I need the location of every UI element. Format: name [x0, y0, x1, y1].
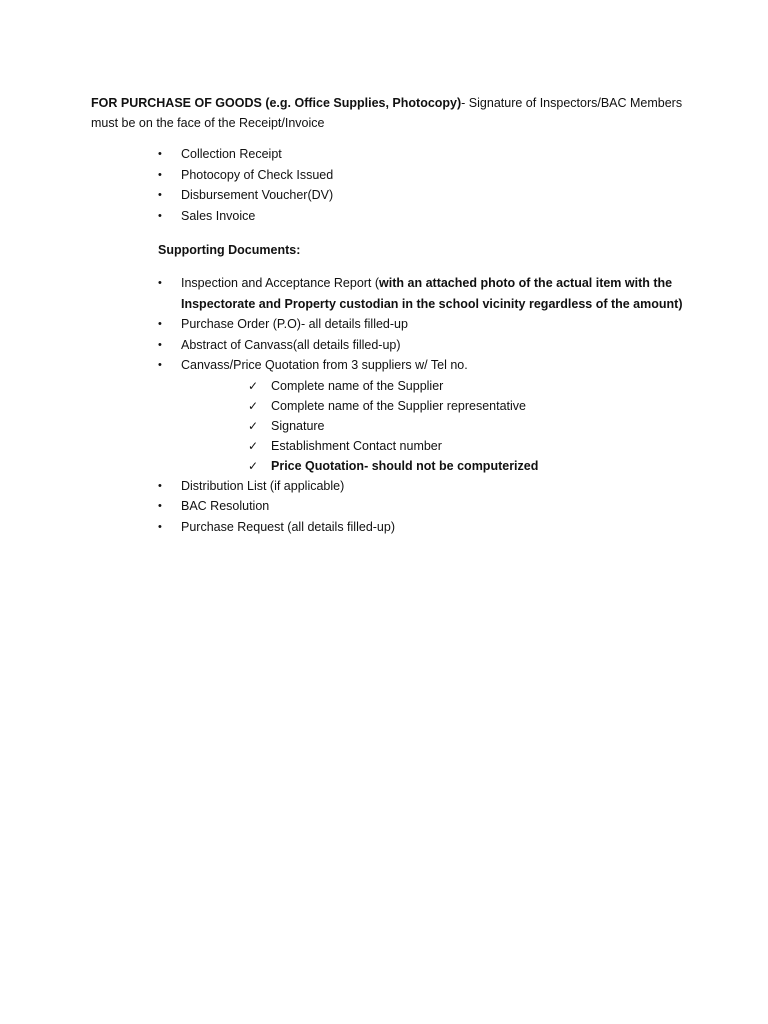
list-item	[0, 185, 333, 206]
check-item	[0, 456, 691, 476]
list-item-label: Purchase Order (P.O)- all details filled-up	[181, 317, 408, 331]
list-item-label: Disbursement Voucher(DV)	[181, 188, 334, 202]
check-item-label: Signature	[271, 418, 325, 433]
checkmark-icon: ✓	[248, 418, 259, 433]
list-item-label: Purchase Request (all details filled-up)	[181, 519, 395, 534]
list-item	[0, 496, 691, 517]
list-item-label: Photocopy of Check Issued	[181, 167, 334, 182]
check-item-label: Price Quotation- should not be computerized	[271, 458, 539, 473]
bullet-icon: •	[158, 479, 162, 492]
list-item-label: Collection Receipt	[181, 147, 282, 161]
supporting-documents-list	[0, 273, 691, 537]
bullet-icon: •	[158, 520, 162, 533]
list-item	[0, 335, 691, 356]
intro-bold-heading: FOR PURCHASE OF GOODS (e.g. Office Supplies, Photocopy)	[91, 96, 462, 110]
bullet-icon: •	[158, 189, 162, 201]
intro-text: - Signature of Inspectors/BAC Members must be on the face of the Receipt/Invoice	[91, 96, 683, 130]
list-item-label: BAC Resolution	[181, 499, 270, 513]
bullet-icon: •	[158, 209, 162, 222]
bullet-icon: •	[158, 338, 162, 351]
check-item-label: Complete name of the Supplier	[271, 378, 444, 393]
bullet-icon: •	[158, 318, 162, 330]
bullet-icon: •	[158, 359, 162, 371]
list-item	[0, 476, 691, 497]
list-item-label: Sales Invoice	[181, 208, 256, 223]
list-item	[0, 314, 691, 335]
list-item	[0, 273, 691, 314]
checkmark-icon: ✓	[248, 458, 259, 473]
bullet-icon: •	[158, 168, 162, 181]
check-item	[0, 396, 691, 416]
bullet-icon: •	[158, 277, 162, 289]
checkmark-icon: ✓	[248, 438, 259, 453]
list-item	[0, 206, 333, 227]
list-item-label: Distribution List (if applicable)	[181, 478, 345, 493]
checkmark-icon: ✓	[248, 378, 259, 393]
list-item-label: Canvass/Price Quotation from 3 suppliers w/ Tel no.	[181, 358, 468, 372]
list-item-emphasis: with an attached photo of the actual item with the Inspectorate and Property custodian in the school vicinity regardless of the amount)	[181, 276, 683, 311]
receipt-list	[0, 144, 333, 226]
list-item-label: Abstract of Canvass(all details filled-up)	[181, 337, 401, 352]
list-item	[0, 517, 691, 538]
supporting-documents-heading: Supporting Documents:	[158, 243, 301, 257]
check-item-label: Complete name of the Supplier representative	[271, 398, 527, 413]
list-item	[0, 355, 691, 376]
bullet-icon: •	[158, 148, 162, 160]
check-item	[0, 416, 691, 436]
checkmark-icon: ✓	[248, 398, 259, 413]
check-item-label: Establishment Contact number	[271, 438, 442, 453]
list-item	[0, 144, 333, 165]
check-item	[0, 376, 691, 396]
intro-paragraph	[91, 93, 691, 133]
check-item	[0, 436, 691, 456]
bullet-icon: •	[158, 500, 162, 512]
list-item-label: Inspection and Acceptance Report (	[181, 276, 380, 290]
list-item	[0, 165, 333, 186]
